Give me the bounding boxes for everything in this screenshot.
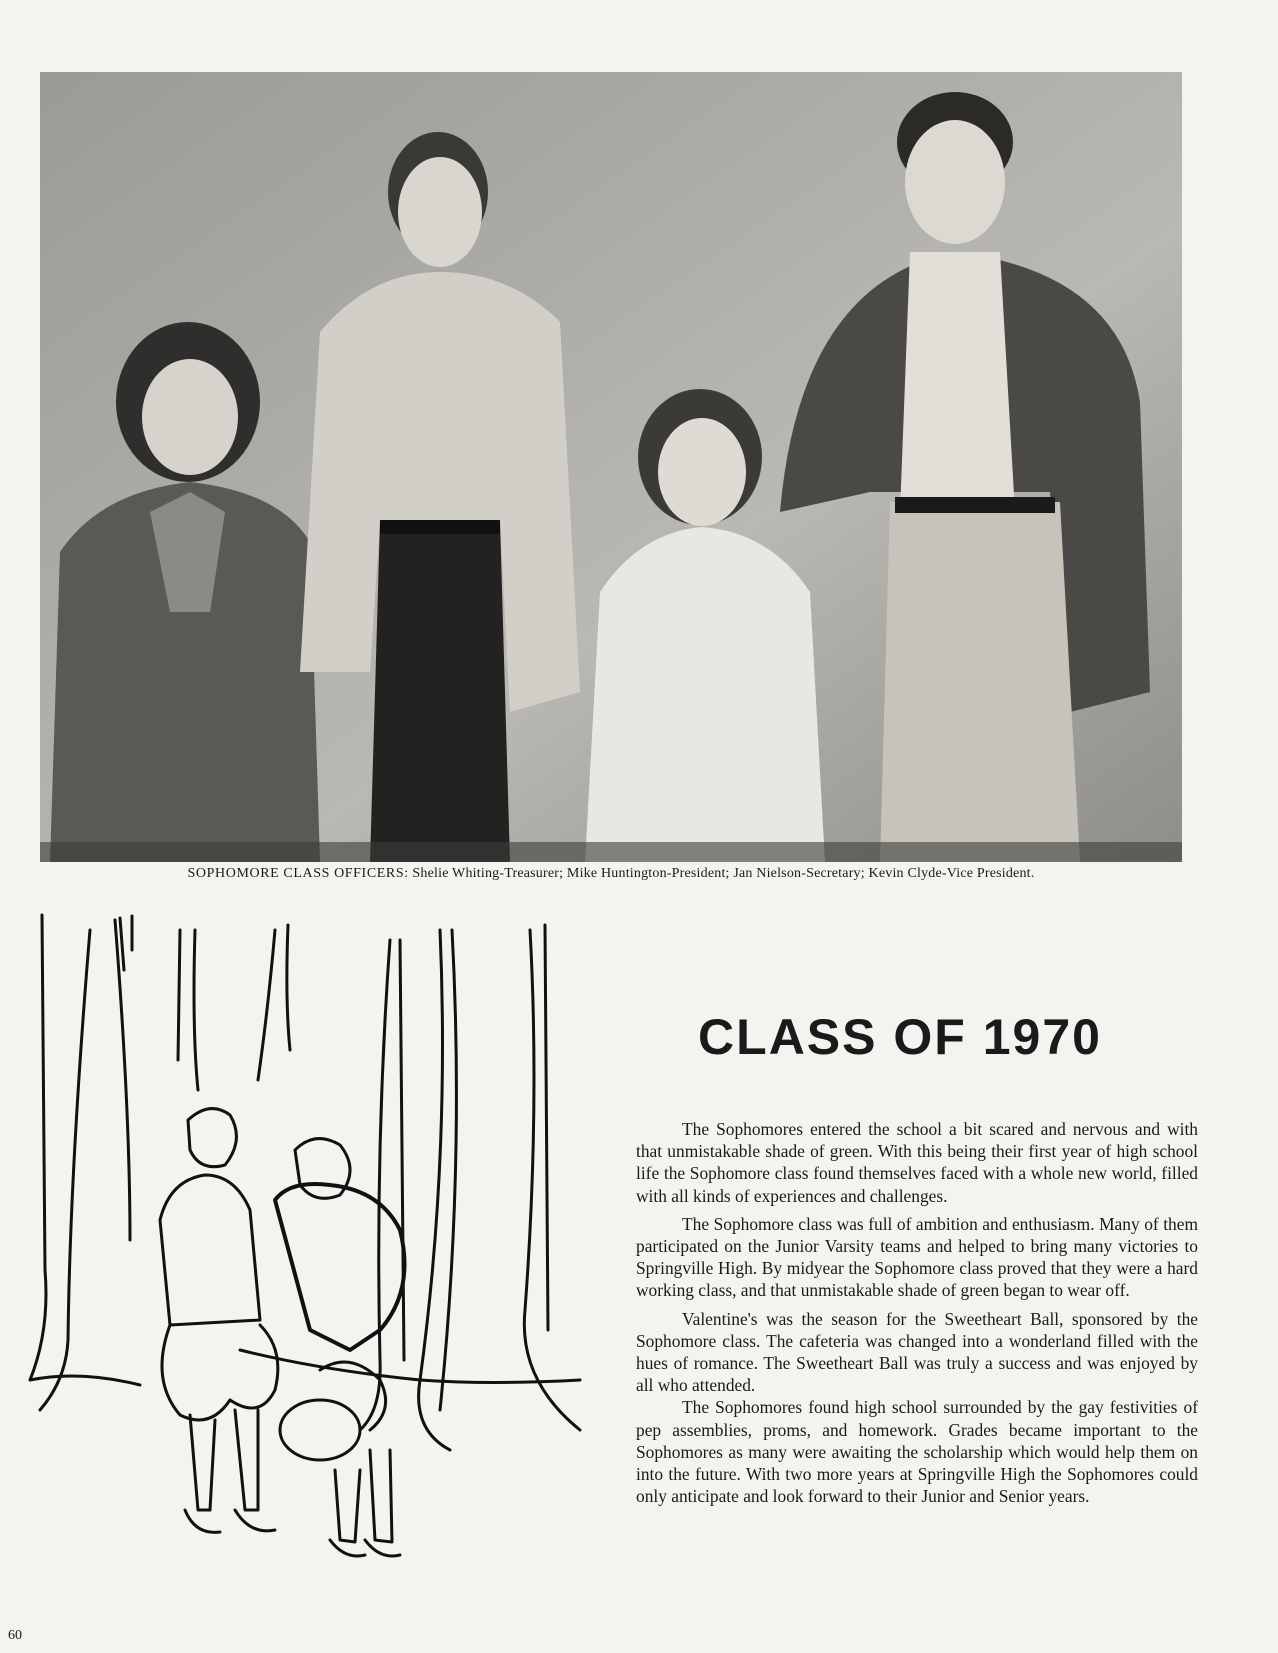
sophomore-couple-illustration <box>20 910 620 1600</box>
paragraph-4: The Sophomores found high school surrounded by the gay festivities of pep assemblies, proms, and homework. Grades became important to the Sophomores as many were awaiting the scholarship which would help them on into the future. With two more years at Springville High the Sophomores could only anticipate and look forward to their Junior and Senior years. <box>636 1397 1198 1507</box>
paragraph-3: Valentine's was the season for the Sweetheart Ball, sponsored by the Sophomore class. The cafeteria was changed into a wonderland filled with the hues of romance. The Sweetheart Ball was truly a success and was enjoyed by all who attended. <box>636 1308 1198 1396</box>
paragraph-1: The Sophomores entered the school a bit scared and nervous and with that unmistakable shade of green. With this being their first year of high school life the Sophomore class found themselves faced with a whole new world, filled with all kinds of experiences and challenges. <box>636 1119 1198 1206</box>
page-title: CLASS OF 1970 <box>698 1009 1102 1065</box>
page-number: 60 <box>8 1628 22 1643</box>
caption-names: Shelie Whiting-Treasurer; Mike Huntington-President; Jan Nielson-Secretary; Kevin Clyde-Vice President. <box>412 866 1035 881</box>
paragraph-2: The Sophomore class was full of ambition and enthusiasm. Many of them participated on the Junior Varsity teams and helped to bring many victories to Springville High. By midyear the Sophomore class proved that they were a hard working class, and that unmistakable shade of green began to wear off. <box>636 1213 1198 1301</box>
class-officers-photo <box>40 72 1182 862</box>
caption-lead: SOPHOMORE CLASS OFFICERS: <box>187 866 409 881</box>
article-body <box>636 1118 1198 1513</box>
photo-caption <box>40 866 1182 882</box>
